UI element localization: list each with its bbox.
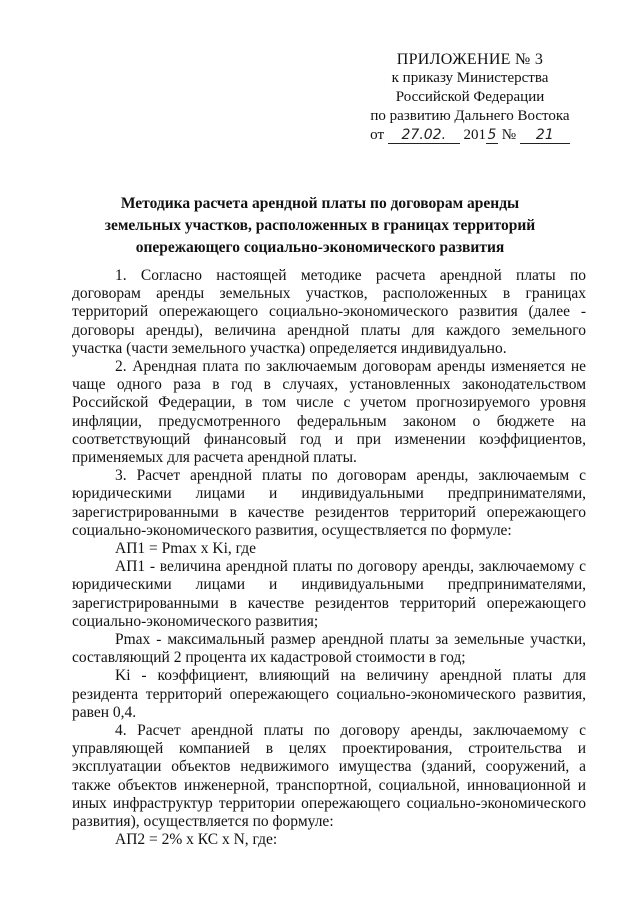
paragraph-4: 4. Расчет арендной платы по договору аренды, заключаемому с управляющей компанией в целях проектирования, строительства и эксплуатации объектов недвижимого имущества (зданий, сооружений, а также объектов инженерной, транспортной, социальной, инновационной и иных инфраструктур территории опережающего социально-экономического развития), осуществляется по формуле: bbox=[72, 722, 586, 831]
definition-ki: Ki - коэффициент, влияющий на величину арендной платы для резидента территорий опережающего социально-экономического развития, равен 0,4. bbox=[72, 667, 586, 721]
handwritten-order-number: 21 bbox=[520, 127, 570, 144]
annex-line-order: к приказу Министерства bbox=[391, 70, 549, 86]
number-label: № bbox=[501, 127, 517, 143]
heading-line-2: земельных участков, расположенных в границах территорий bbox=[104, 217, 536, 234]
annex-line-country: Российской Федерации bbox=[395, 89, 545, 105]
annex-block bbox=[360, 50, 580, 145]
handwritten-date: 27.02. bbox=[388, 127, 460, 144]
formula-ap1: АП1 = Pmax x Ki, где bbox=[115, 540, 257, 558]
document-heading bbox=[70, 193, 570, 259]
annex-title: ПРИЛОЖЕНИЕ № 3 bbox=[396, 51, 544, 68]
heading-line-3: опережающего социально-экономического развития bbox=[135, 239, 505, 256]
annex-line-ministry: по развитию Дальнего Востока bbox=[370, 108, 570, 124]
date-prefix: от bbox=[370, 127, 385, 143]
paragraph-3: 3. Расчет арендной платы по договорам аренды, заключаемым с юридическими лицами и индивидуальными предпринимателями, зарегистрированными в качестве резидентов территорий опережающего социально-экономического развития, осуществляется по формуле: bbox=[72, 467, 586, 539]
paragraph-1: 1. Согласно настоящей методике расчета арендной платы по договорам аренды земельных участков, расположенных в границах территорий опережающего социально-экономического развития (далее - договоры аренды), величина арендной платы для каждого земельного участка (части земельного участка) определяется индивидуально. bbox=[72, 267, 586, 357]
formula-ap2: АП2 = 2% x КС x N, где: bbox=[115, 831, 278, 849]
heading-line-1: Методика расчета арендной платы по договорам аренды bbox=[120, 195, 520, 212]
definition-ap1: АП1 - величина арендной платы по договору аренды, заключаемому с юридическими лицами и индивидуальными предпринимателями, зарегистрированными в качестве резидентов территорий опережающего социально-экономического развития; bbox=[72, 558, 586, 630]
handwritten-year-digit: 5 bbox=[487, 127, 497, 143]
document-body bbox=[72, 267, 586, 850]
year-prefix: 201 bbox=[463, 127, 487, 143]
paragraph-2: 2. Арендная плата по заключаемым договорам аренды изменяется не чаще одного раза в год в случаях, установленных законодательством Российской Федерации, в том числе с учетом прогнозируемого уровня инфляции, предусмотренного федеральным законом о бюджете на соответствующий финансовый год и при изменении коэффициентов, применяемых для расчета арендной платы. bbox=[72, 358, 586, 467]
definition-pmax: Pmax - максимальный размер арендной платы за земельные участки, составляющий 2 процента их кадастровой стоимости в год; bbox=[72, 631, 586, 667]
annex-date-line bbox=[360, 126, 580, 145]
